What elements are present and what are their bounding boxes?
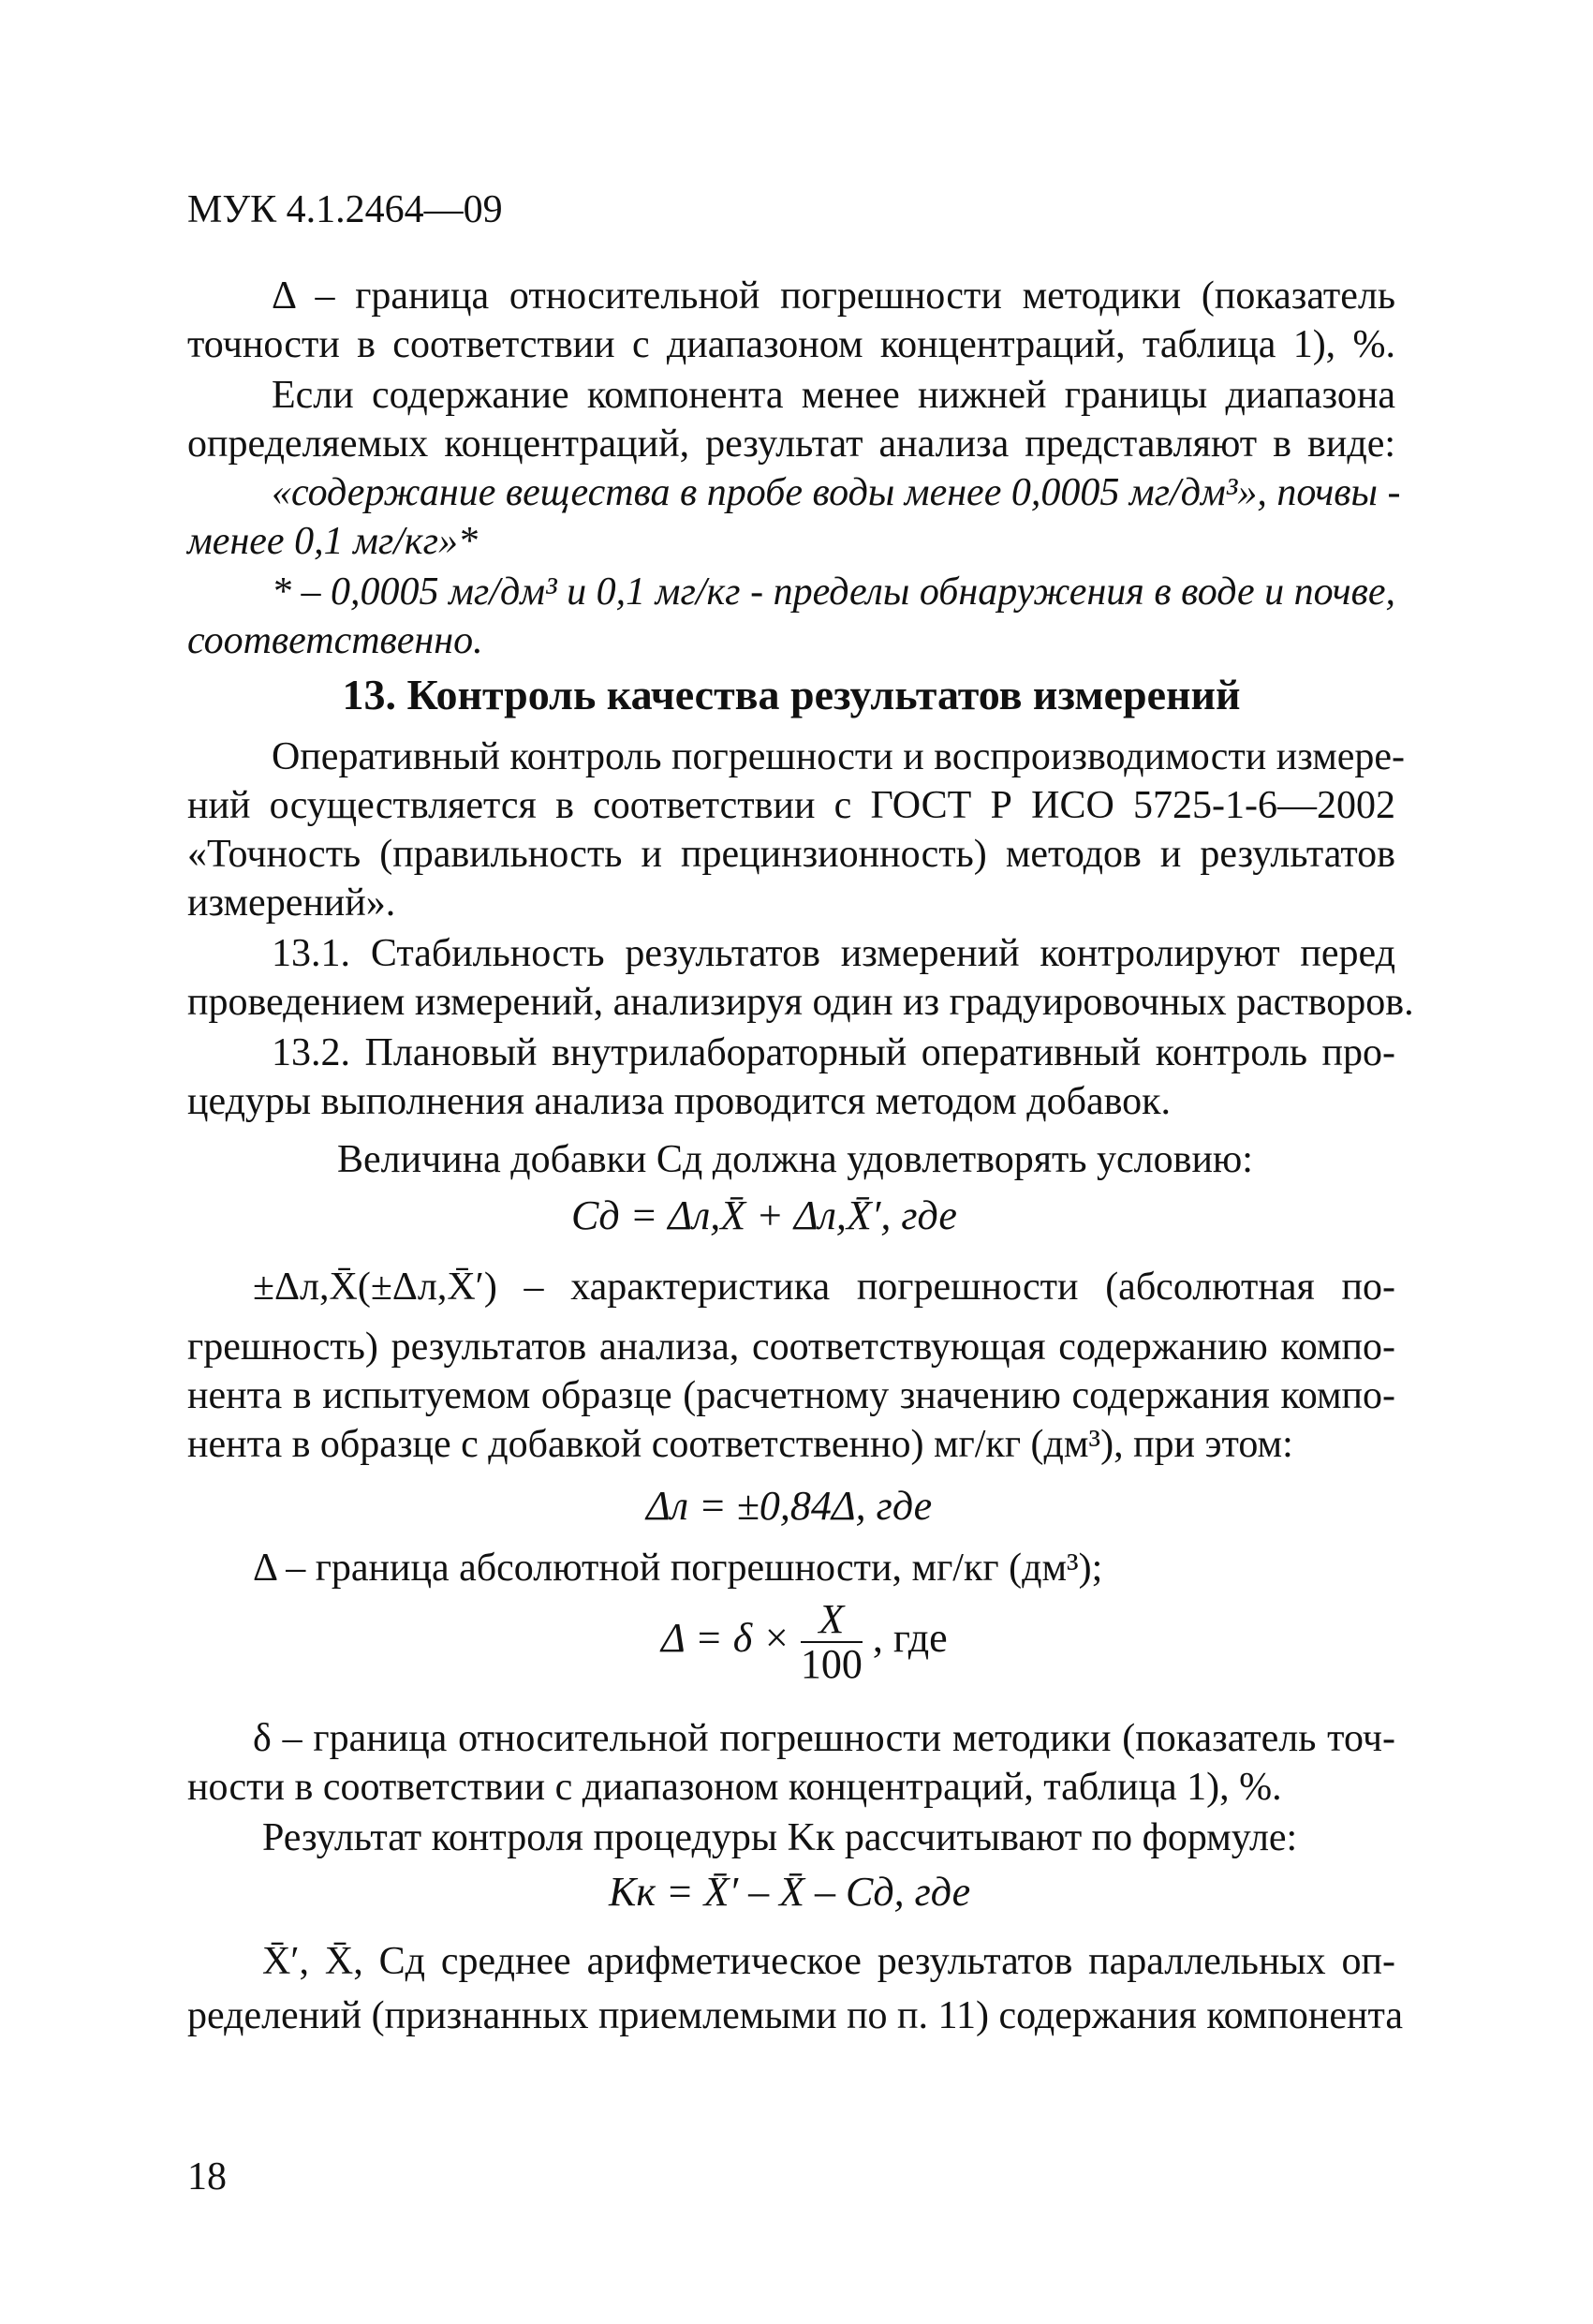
- body-line: ределений (признанных приемлемыми по п. 11) содержания компонента: [187, 1994, 1403, 2037]
- fraction-denominator: 100: [800, 1641, 863, 1687]
- body-line: ности в соответствии с диапазоном концентраций, таблица 1), %.: [187, 1766, 1282, 1809]
- formula-lhs: Δ = δ ×: [661, 1615, 790, 1662]
- section-line: Величина добавки Cд должна удовлетворять условию:: [337, 1138, 1253, 1181]
- paragraph-line: Если содержание компонента менее нижней границы диапазона: [272, 374, 1395, 417]
- section-line: проведением измерений, анализируя один из градуировочных растворов.: [187, 981, 1414, 1024]
- section-line: измерений».: [187, 881, 396, 925]
- section-line: 13.1. Стабильность результатов измерений контролируют перед: [272, 932, 1395, 975]
- footnote-line: * – 0,0005 мг/дм³ и 0,1 мг/кг - пределы обнаружения в воде и почве,: [272, 570, 1395, 614]
- page-number: 18: [187, 2155, 227, 2198]
- body-line: нента в испытуемом образце (расчетному значению содержания компо-: [187, 1374, 1395, 1417]
- section-line: 13.2. Плановый внутрилабораторный оперативный контроль про-: [272, 1031, 1395, 1074]
- body-line: грешность) результатов анализа, соответствующая содержанию компо-: [187, 1325, 1395, 1369]
- formula-delta-l: Δл = ±0,84Δ, где: [646, 1483, 933, 1529]
- body-line: Результат контроля процедуры Kк рассчитывают по формуле:: [262, 1816, 1298, 1859]
- paragraph-line: точности в соответствии с диапазоном концентраций, таблица 1), %.: [187, 323, 1395, 366]
- fraction: [801, 1598, 863, 1686]
- footnote-line: соответственно.: [187, 619, 483, 662]
- italic-line: «содержание вещества в пробе воды менее 0,0005 мг/дм³», почвы -: [272, 471, 1401, 514]
- body-line: X̄′, X̄, Cд среднее арифметическое результатов параллельных оп-: [262, 1940, 1395, 1983]
- section-line: «Точность (правильность и прецинзионность) методов и результатов: [187, 833, 1395, 876]
- formula-control: Kк = X̄′ – X̄ – Cд, где: [609, 1869, 971, 1915]
- body-line: Δ – граница абсолютной погрешности, мг/кг (дм³);: [253, 1547, 1103, 1590]
- section-line: цедуры выполнения анализа проводится методом добавок.: [187, 1080, 1172, 1123]
- formula-tail: , где: [872, 1615, 948, 1662]
- body-line: нента в образце с добавкой соответственно) мг/кг (дм³), при этом:: [187, 1423, 1293, 1466]
- paragraph-line: определяемых концентраций, результат анализа представляют в виде:: [187, 422, 1395, 466]
- document-code: МУК 4.1.2464—09: [187, 188, 503, 231]
- formula-absolute-error: [661, 1598, 948, 1686]
- section-line: Оперативный контроль погрешности и воспроизводимости измере-: [272, 735, 1406, 778]
- section-line: ний осуществляется в соответствии с ГОСТ Р ИСО 5725-1-6—2002: [187, 784, 1395, 827]
- body-line: δ – граница относительной погрешности методики (показатель точ-: [253, 1717, 1395, 1760]
- section-heading: 13. Контроль качества результатов измерений: [342, 671, 1241, 718]
- formula-description: ±Δл,X̄(±Δл,X̄′) – характеристика погрешности (абсолютная по-: [253, 1266, 1395, 1309]
- italic-line: менее 0,1 мг/кг»*: [187, 520, 478, 563]
- formula-additive: Cд = Δл,X̄ + Δл,X̄′, где: [571, 1192, 957, 1238]
- paragraph-line: Δ – граница относительной погрешности методики (показатель: [272, 274, 1395, 318]
- fraction-numerator: X: [801, 1598, 863, 1643]
